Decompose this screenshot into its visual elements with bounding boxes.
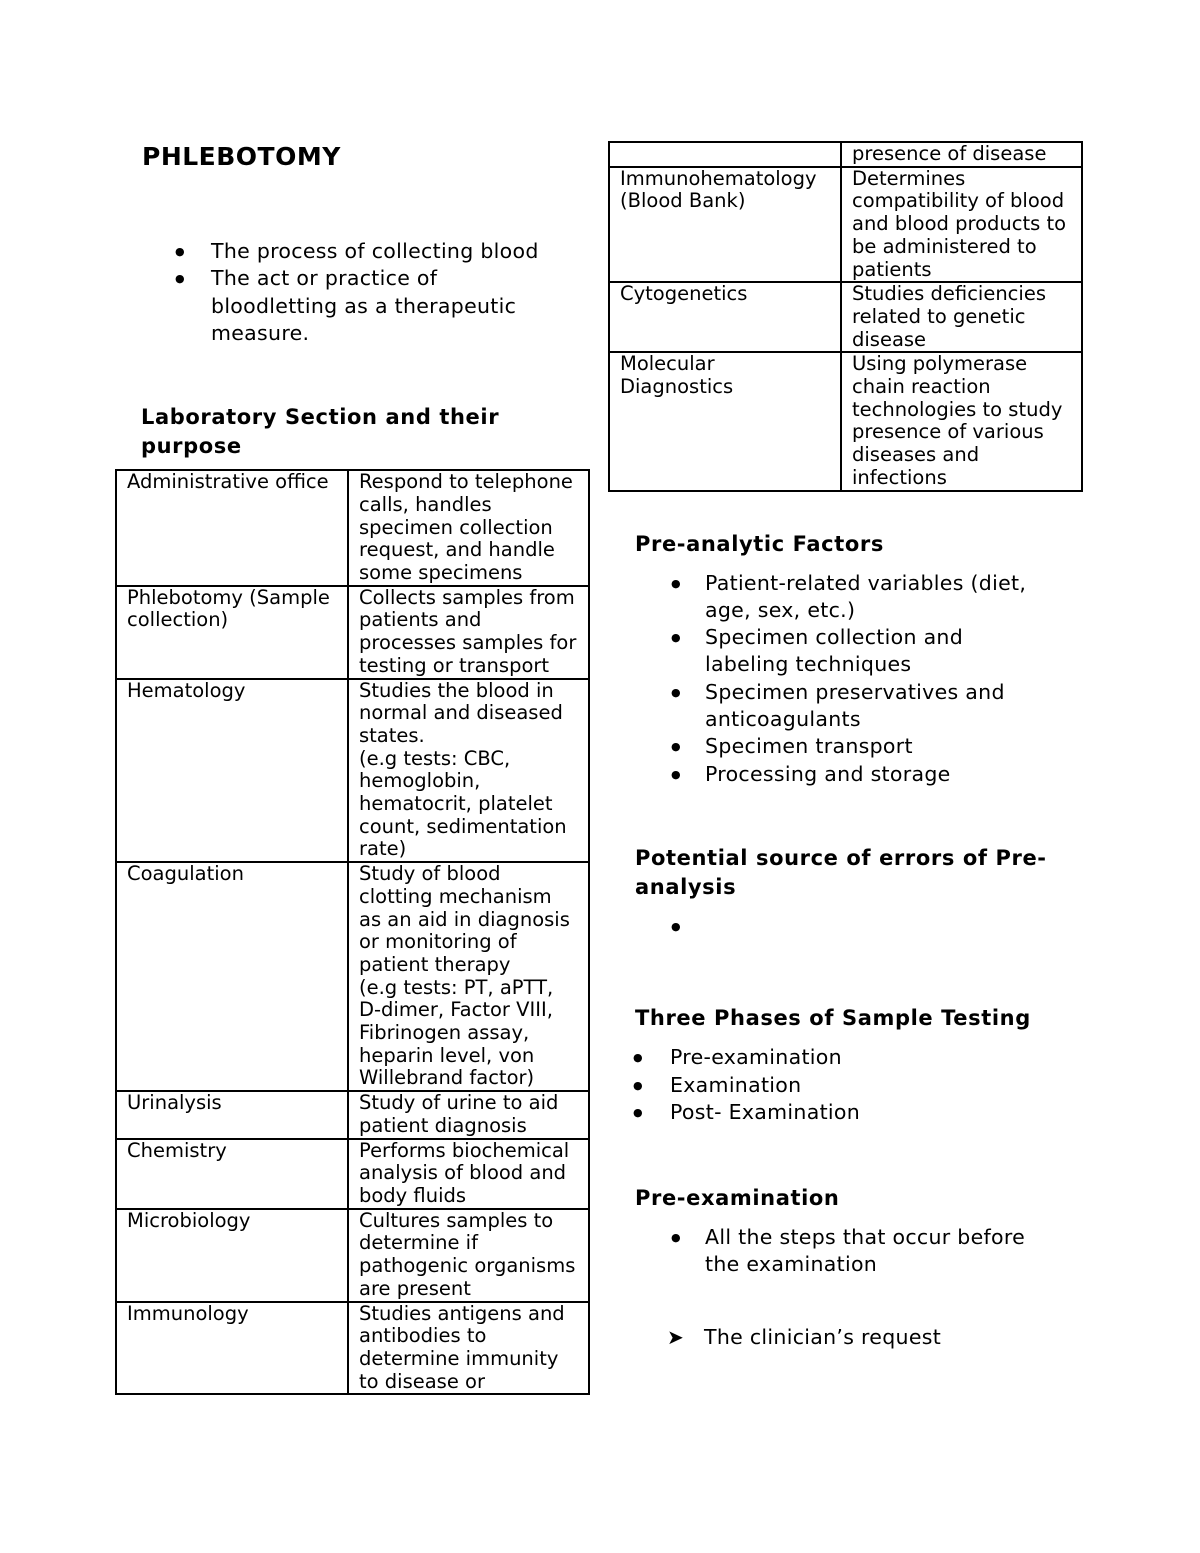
list-item xyxy=(115,238,590,265)
text-line: Urinalysis xyxy=(127,1091,222,1115)
table-row xyxy=(116,1302,589,1395)
list-item xyxy=(608,570,1084,625)
definition-list xyxy=(115,238,590,347)
table-row xyxy=(116,586,589,679)
purpose-cell xyxy=(348,1139,589,1209)
section-cell xyxy=(116,470,348,586)
bullet-icon: ● xyxy=(671,576,681,590)
bullet-icon: ● xyxy=(671,631,681,645)
section-cell xyxy=(609,167,841,283)
text-line: Immunology xyxy=(127,1301,249,1325)
lab-section-heading xyxy=(141,403,590,461)
text-line: compatibility of blood xyxy=(852,189,1065,213)
table-row xyxy=(609,167,1082,283)
text-line: (e.g tests: PT, aPTT, xyxy=(359,975,554,999)
text-line: related to genetic xyxy=(852,304,1026,328)
text-line: presence of various xyxy=(852,420,1044,444)
text-line: Studies the blood in xyxy=(359,678,554,702)
text-line: calls, handles xyxy=(359,492,492,516)
text-line: Fibrinogen assay, xyxy=(359,1021,530,1045)
text-line: bloodletting as a therapeutic xyxy=(211,293,517,318)
text-line: Examination xyxy=(670,1072,802,1097)
purpose-cell xyxy=(841,167,1082,283)
text-line: Studies deficiencies xyxy=(852,282,1046,306)
text-line: Determines xyxy=(852,166,966,190)
text-line: Study of blood xyxy=(359,862,501,886)
text-line: Patient-related variables (diet, xyxy=(705,570,1027,595)
bullet-icon: ● xyxy=(671,740,681,754)
preexam-sub-item-label: The clinician’s request xyxy=(704,1324,942,1349)
text-line: Specimen collection and xyxy=(705,625,964,650)
list-item xyxy=(608,624,1084,679)
text-line: Microbiology xyxy=(127,1208,251,1232)
text-line: Molecular xyxy=(620,352,715,376)
text-line: Coagulation xyxy=(127,862,244,886)
section-cell xyxy=(609,352,841,490)
section-cell xyxy=(116,862,348,1091)
purpose-cell xyxy=(348,1209,589,1302)
lab-sections-table-continued xyxy=(608,141,1083,492)
text-line: clotting mechanism xyxy=(359,884,552,908)
bullet-icon: ● xyxy=(671,919,681,933)
text-line: are present xyxy=(359,1276,471,1300)
text-line: (e.g tests: CBC, xyxy=(359,746,511,770)
section-cell xyxy=(116,1302,348,1395)
text-line: processes samples for xyxy=(359,631,577,655)
text-line: Chemistry xyxy=(127,1138,227,1162)
purpose-cell xyxy=(348,586,589,679)
bullet-icon: ● xyxy=(671,1231,681,1245)
text-line: rate) xyxy=(359,837,407,861)
bullet-icon: ● xyxy=(175,272,185,286)
list-item xyxy=(608,1072,1084,1099)
text-line: infections xyxy=(852,465,947,489)
text-line: determine if xyxy=(359,1231,478,1255)
purpose-cell xyxy=(841,282,1082,352)
section-cell xyxy=(116,1091,348,1138)
text-line: normal and diseased xyxy=(359,701,563,725)
text-line: Studies antigens and xyxy=(359,1301,565,1325)
text-line: Potential source of errors of Pre- xyxy=(635,845,1047,870)
text-line: Laboratory Section and their xyxy=(141,405,500,430)
text-line: All the steps that occur before xyxy=(705,1225,1026,1250)
text-line: labeling techniques xyxy=(705,652,912,677)
text-line: patients xyxy=(852,257,932,281)
text-line: heparin level, von xyxy=(359,1043,535,1067)
phases-list xyxy=(608,1044,1084,1126)
text-line: patient therapy xyxy=(359,952,511,976)
text-line: The act or practice of xyxy=(211,266,438,291)
text-line: Phlebotomy (Sample xyxy=(127,585,330,609)
text-line: Collects samples from xyxy=(359,585,575,609)
list-item xyxy=(608,913,1084,940)
text-line: analysis of blood and xyxy=(359,1161,567,1185)
text-line: patient diagnosis xyxy=(359,1113,527,1137)
arrow-bullet-icon: ➤ xyxy=(667,1324,685,1349)
purpose-cell xyxy=(348,1302,589,1395)
list-item xyxy=(608,733,1084,760)
phases-heading: Three Phases of Sample Testing xyxy=(635,1006,1031,1031)
text-line: Pre-examination xyxy=(670,1045,842,1070)
table-row xyxy=(116,1209,589,1302)
text-line: collection) xyxy=(127,608,229,632)
bullet-icon: ● xyxy=(671,767,681,781)
lab-sections-table xyxy=(115,469,590,1395)
text-line: antibodies to xyxy=(359,1324,487,1348)
text-line: Processing and storage xyxy=(705,761,951,786)
section-cell xyxy=(609,282,841,352)
table-row xyxy=(116,679,589,863)
bullet-icon: ● xyxy=(175,245,185,258)
bullet-icon: ● xyxy=(671,685,681,699)
text-line: anticoagulants xyxy=(705,707,861,732)
text-line xyxy=(705,913,1084,940)
text-line: as an aid in diagnosis xyxy=(359,907,570,931)
text-line: The process of collecting blood xyxy=(211,239,539,263)
text-line: determine immunity xyxy=(359,1346,559,1370)
list-item xyxy=(608,1099,1084,1126)
purpose-cell xyxy=(348,679,589,863)
text-line: technologies to study xyxy=(852,397,1063,421)
text-line: Using polymerase xyxy=(852,352,1028,376)
section-cell xyxy=(116,679,348,863)
text-line: Administrative office xyxy=(127,470,329,494)
table-row xyxy=(609,142,1082,167)
purpose-cell xyxy=(348,1091,589,1138)
list-item xyxy=(608,1224,1084,1279)
purpose-cell xyxy=(348,862,589,1091)
section-cell xyxy=(609,142,841,167)
text-line: hematocrit, platelet xyxy=(359,792,553,816)
text-line: Study of urine to aid xyxy=(359,1091,559,1115)
preanalytic-list xyxy=(608,570,1084,788)
text-line: to disease or xyxy=(359,1369,485,1393)
text-line: patients and xyxy=(359,608,482,632)
text-line: and blood products to xyxy=(852,212,1067,236)
list-item xyxy=(608,679,1084,734)
bullet-icon: ● xyxy=(633,1105,643,1119)
text-line: be administered to xyxy=(852,234,1037,258)
table-row xyxy=(609,282,1082,352)
text-line: Performs biochemical xyxy=(359,1138,570,1162)
section-cell xyxy=(116,1139,348,1209)
list-item xyxy=(608,761,1084,788)
text-line: Respond to telephone xyxy=(359,470,573,494)
text-line: Cytogenetics xyxy=(620,282,748,306)
table-row xyxy=(116,1091,589,1138)
preexam-list xyxy=(608,1224,1084,1279)
text-line: diseases and xyxy=(852,443,980,467)
text-line: some specimens xyxy=(359,561,523,584)
text-line: request, and handle xyxy=(359,538,555,562)
purpose-cell xyxy=(348,470,589,586)
preanalytic-heading: Pre-analytic Factors xyxy=(635,531,884,556)
errors-list xyxy=(608,913,1084,940)
text-line: hemoglobin, xyxy=(359,769,481,793)
text-line: Immunohematology xyxy=(620,166,817,190)
table-row xyxy=(116,1139,589,1209)
text-line: D-dimer, Factor VIII, xyxy=(359,998,553,1022)
text-line: measure. xyxy=(211,320,310,345)
bullet-icon: ● xyxy=(633,1078,643,1092)
page-title: PHLEBOTOMY xyxy=(142,142,341,171)
text-line: specimen collection xyxy=(359,515,553,539)
section-cell xyxy=(116,586,348,679)
table-row xyxy=(116,470,589,586)
text-line: the examination xyxy=(705,1252,878,1277)
text-line: Diagnostics xyxy=(620,375,734,399)
text-line: states. xyxy=(359,723,425,747)
text-line: disease xyxy=(852,327,927,351)
text-line: purpose xyxy=(141,434,242,459)
text-line: chain reaction xyxy=(852,375,991,399)
preexam-sub-item xyxy=(667,1324,1084,1351)
text-line: Specimen preservatives and xyxy=(705,679,1005,704)
list-item xyxy=(115,265,590,347)
text-line: age, sex, etc.) xyxy=(705,597,856,622)
right-column xyxy=(608,141,1084,1351)
table-row xyxy=(609,352,1082,490)
text-line: Hematology xyxy=(127,678,246,702)
text-line: presence of disease xyxy=(852,142,1047,165)
errors-heading xyxy=(635,844,1084,902)
text-line: body fluids xyxy=(359,1183,467,1207)
text-line: Specimen transport xyxy=(705,734,913,759)
preexam-heading: Pre-examination xyxy=(635,1186,840,1211)
purpose-cell xyxy=(841,142,1082,167)
bullet-icon: ● xyxy=(633,1051,643,1065)
left-column xyxy=(115,140,590,1395)
table-row xyxy=(116,862,589,1091)
text-line: (Blood Bank) xyxy=(620,189,746,213)
text-line: Willebrand factor) xyxy=(359,1066,535,1090)
section-cell xyxy=(116,1209,348,1302)
text-line: analysis xyxy=(635,874,737,899)
text-line: Post- Examination xyxy=(670,1099,861,1124)
text-line: Cultures samples to xyxy=(359,1208,554,1232)
text-line: pathogenic organisms xyxy=(359,1254,576,1278)
text-line: testing or transport xyxy=(359,653,550,677)
list-item xyxy=(608,1044,1084,1071)
text-line: or monitoring of xyxy=(359,930,517,954)
text-line: count, sedimentation xyxy=(359,814,567,838)
purpose-cell xyxy=(841,352,1082,490)
